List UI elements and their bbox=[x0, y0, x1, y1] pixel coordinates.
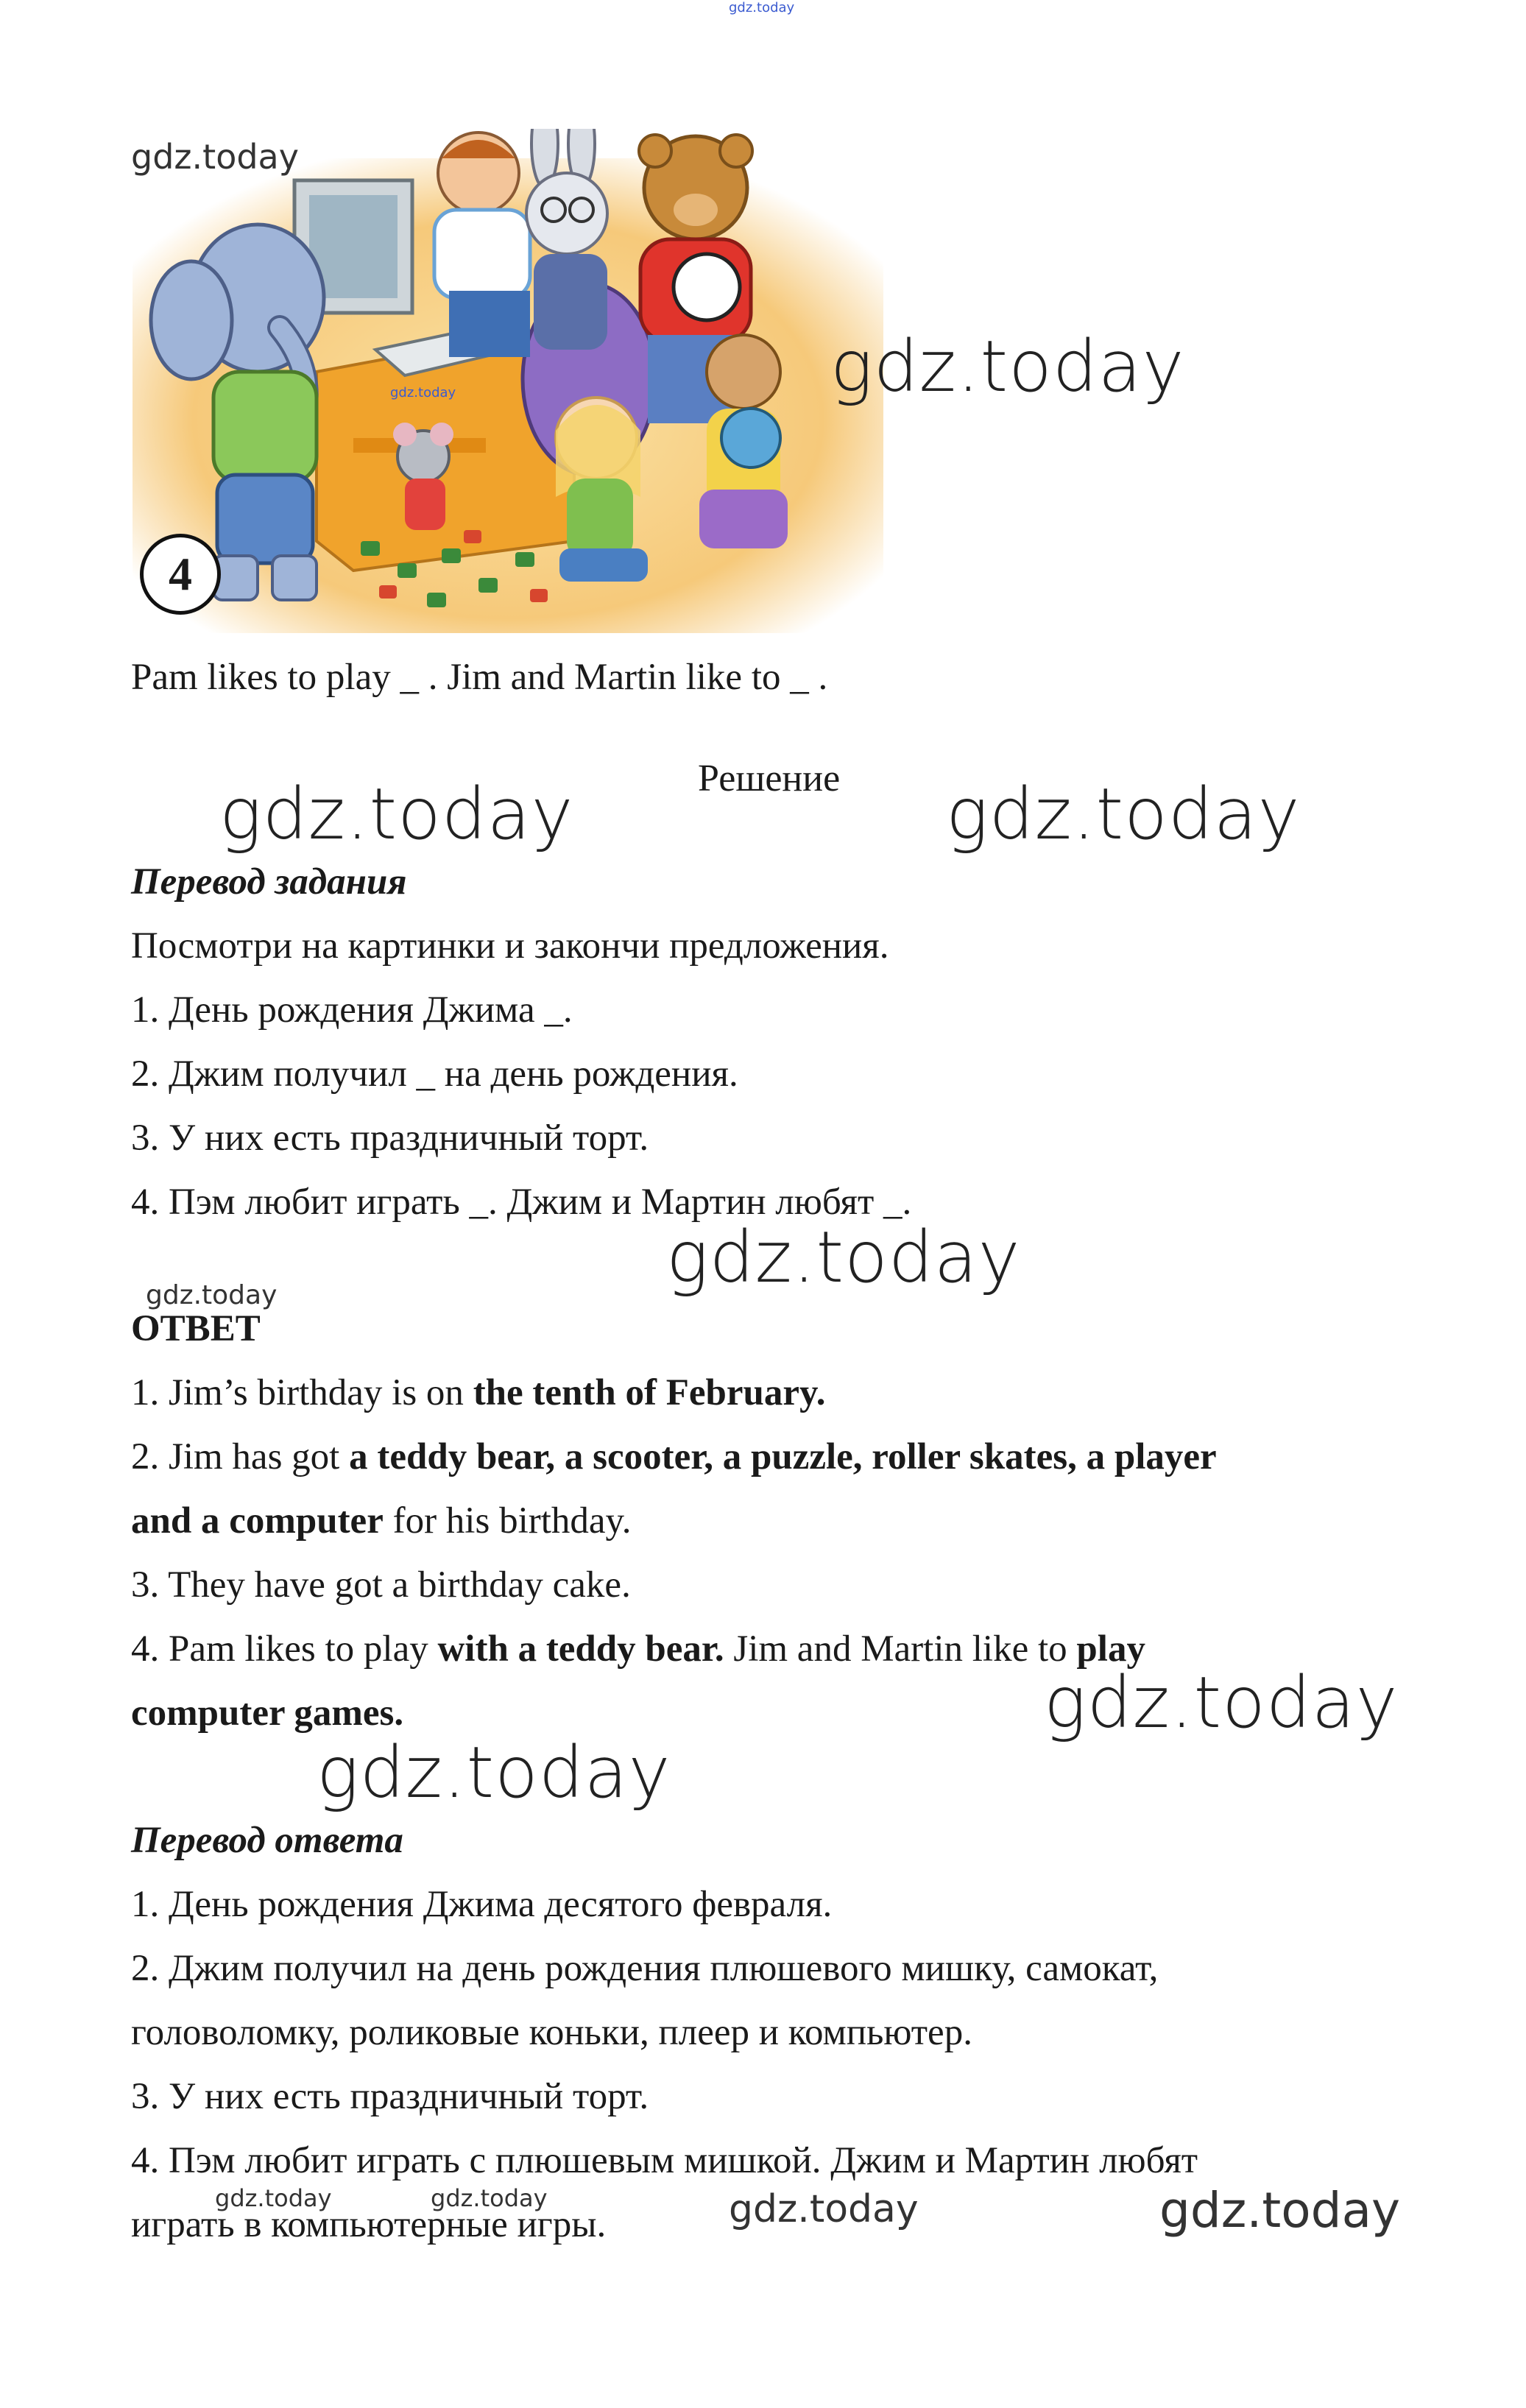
watermark: gdz.today bbox=[390, 385, 456, 400]
answer-translation-heading: Перевод ответа bbox=[131, 1820, 403, 1861]
watermark: gdz.today bbox=[666, 1216, 1021, 1299]
exercise-prompt: Pam likes to play _ . Jim and Martin like to _ . bbox=[131, 657, 828, 698]
answer-translation-line: 2. Джим получил на день рождения плюшевого мишку, самокат, bbox=[131, 1948, 1159, 1989]
exercise-illustration bbox=[133, 129, 883, 633]
answer-bold-text: with a teddy bear. bbox=[437, 1628, 724, 1670]
watermark: gdz.today bbox=[1044, 1662, 1399, 1744]
watermark: gdz.today bbox=[317, 1731, 671, 1814]
answer-translation-line: 1. День рождения Джима десятого февраля. bbox=[131, 1884, 833, 1925]
answer-text: 4. Pam likes to play bbox=[131, 1628, 438, 1670]
watermark: gdz.today bbox=[219, 773, 574, 855]
answer-heading: ОТВЕТ bbox=[131, 1308, 261, 1349]
answer-translation-line: головоломку, роликовые коньки, плеер и компьютер. bbox=[131, 2012, 972, 2053]
task-translation-intro: Посмотри на картинки и закончи предложения. bbox=[131, 925, 889, 967]
watermark: gdz.today bbox=[215, 2184, 332, 2212]
watermark: gdz.today bbox=[131, 137, 299, 177]
answer-item-2-cont bbox=[131, 1499, 631, 1544]
answer-bold-text: the tenth of February. bbox=[473, 1372, 826, 1413]
task-translation-heading: Перевод задания bbox=[131, 861, 407, 903]
answer-bold-text: a teddy bear, a scooter, a puzzle, roller skates, a player bbox=[349, 1436, 1217, 1477]
answer-item-4 bbox=[131, 1627, 1145, 1672]
answer-item-4-cont bbox=[131, 1691, 403, 1736]
answer-text: 1. Jim’s birthday is on bbox=[131, 1372, 473, 1413]
task-translation-item: 3. У них есть праздничный торт. bbox=[131, 1118, 649, 1159]
answer-text: for his birthday. bbox=[383, 1500, 632, 1542]
answer-translation-line: 3. У них есть праздничный торт. bbox=[131, 2076, 649, 2117]
answer-translation-line: 4. Пэм любит играть с плюшевым мишкой. Джим и Мартин любят bbox=[131, 2140, 1198, 2181]
answer-bold-text: and a computer bbox=[131, 1500, 384, 1542]
task-translation-item: 4. Пэм любит играть _. Джим и Мартин любят _. bbox=[131, 1182, 912, 1223]
watermark: gdz.today bbox=[830, 325, 1185, 408]
watermark: gdz.today bbox=[946, 773, 1301, 855]
answer-item-2 bbox=[131, 1435, 1217, 1480]
answer-item-1 bbox=[131, 1371, 825, 1416]
watermark: gdz.today bbox=[729, 0, 795, 15]
task-translation-item: 1. День рождения Джима _. bbox=[131, 989, 573, 1031]
watermark: gdz.today bbox=[431, 2184, 548, 2212]
answer-translation-line: играть в компьютерные игры. bbox=[131, 2204, 607, 2245]
watermark: gdz.today bbox=[1159, 2182, 1401, 2239]
exercise-number-badge: 4 bbox=[140, 534, 221, 615]
answer-bold-text: computer games. bbox=[131, 1692, 404, 1734]
solution-label: Решение bbox=[698, 758, 841, 799]
answer-item-3: 3. They have got a birthday cake. bbox=[131, 1564, 631, 1606]
answer-text: Jim and Martin like to bbox=[724, 1628, 1077, 1670]
task-translation-item: 2. Джим получил _ на день рождения. bbox=[131, 1053, 738, 1095]
answer-bold-text: play bbox=[1076, 1628, 1145, 1670]
watermark: gdz.today bbox=[729, 2187, 919, 2231]
watermark: gdz.today bbox=[146, 1280, 278, 1310]
answer-text: 2. Jim has got bbox=[131, 1436, 350, 1477]
